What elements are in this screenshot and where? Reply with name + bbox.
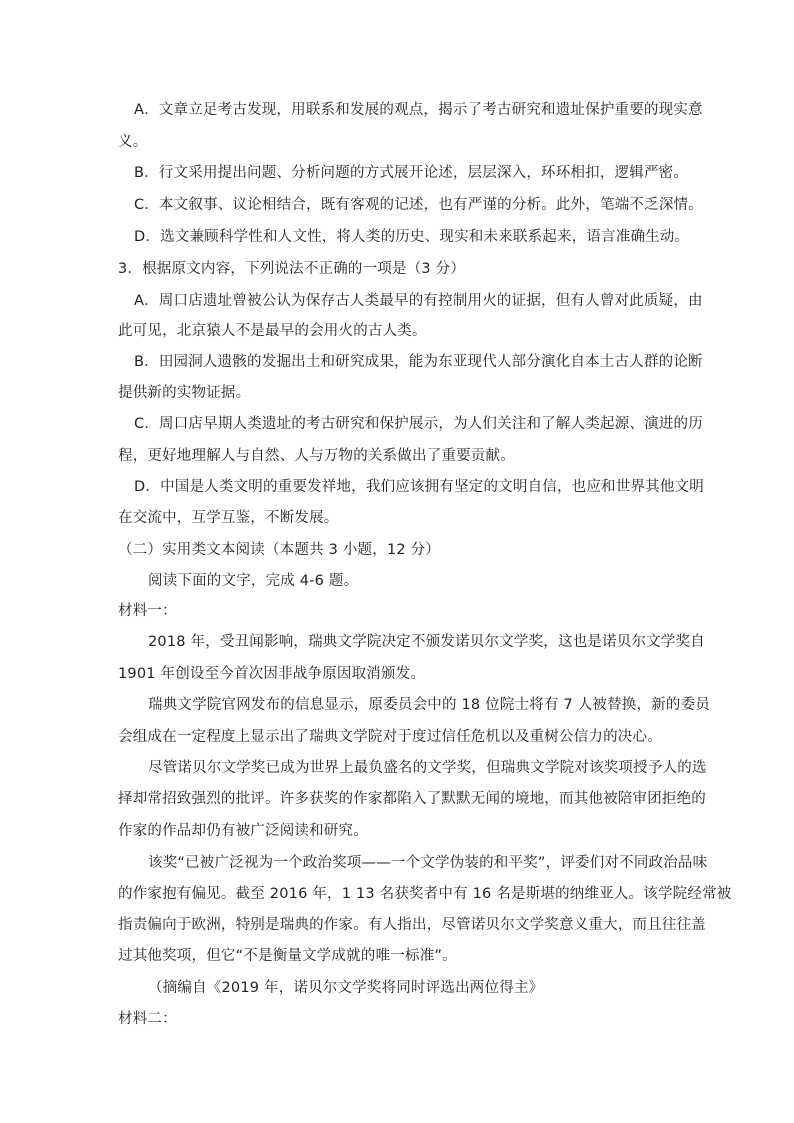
q3-option-b-line1: B．田园洞人遗骸的发掘出土和研究成果，能为东亚现代人部分演化自本土古人群的论断 [134, 354, 703, 370]
q3-option-c-line1: C．周口店早期人类遗址的考古研究和保护展示，为人们关注和了解人类起源、演进的历 [134, 416, 703, 432]
q3-stem: 3．根据原文内容，下列说法不正确的一项是（3 分） [118, 261, 466, 277]
q2-option-c: C．本文叙事、议论相结合，既有客观的记述，也有严谨的分析。此外，笔端不乏深情。 [134, 197, 703, 213]
material1-label: 材料一： [118, 603, 177, 619]
q3-option-b-line2: 提供新的实物证据。 [118, 385, 251, 401]
material2-label: 材料二： [118, 1011, 177, 1027]
q2-option-d: D．选文兼顾科学性和人文性，将人类的历史、现实和未来联系起来，语言准确生动。 [134, 229, 690, 245]
paragraph-line: 择却常招致强烈的批评。许多获奖的作家都陷入了默默无闻的境地，而其他被陪审团拒绝的 [118, 791, 706, 807]
q3-option-c-line2: 程，更好地理解人与自然、人与万物的关系做出了重要贡献。 [118, 448, 515, 464]
paragraph-line: 1901 年创设至今首次因非战争原因取消颁发。 [118, 666, 426, 682]
q3-option-d-line2: 在交流中，互学互鉴，不断发展。 [118, 510, 339, 526]
paragraph-line: 尽管诺贝尔文学奖已成为世界上最负盛名的文学奖，但瑞典文学院对该奖项授予人的选 [148, 760, 707, 776]
reading-instruction: 阅读下面的文字，完成 4-6 题。 [148, 573, 359, 589]
paragraph-line: 过其他奖项，但它“不是衡量文学成就的唯一标准”。 [118, 948, 457, 964]
q3-option-d-line1: D．中国是人类文明的重要发祥地，我们应该拥有坚定的文明自信，也应和世界其他文明 [134, 479, 704, 495]
q2-option-a-line2: 义。 [118, 134, 148, 150]
q2-option-a-line1: A．文章立足考古发现，用联系和发展的观点，揭示了考古研究和遗址保护重要的现实意 [134, 102, 703, 118]
paragraph-line: 作家的作品却仍有被广泛阅读和研究。 [118, 823, 368, 839]
paragraph-line: 的作家抱有偏见。截至 2016 年，1 13 名获奖者中有 16 名是斯堪的纳维亚人。该学院经常被 [118, 886, 732, 902]
q3-option-a-line1: A．周口店遗址曾被公认为保存古人类最早的有控制用火的证据，但有人曾对此质疑，由 [134, 293, 703, 309]
q3-option-a-line2: 此可见，北京猿人不是最早的会用火的古人类。 [118, 323, 427, 339]
paragraph-line: 2018 年，受丑闻影响，瑞典文学院决定不颁发诺贝尔文学奖，这也是诺贝尔文学奖自 [148, 634, 706, 650]
paragraph-line: 指责偏向于欧洲，特别是瑞典的作家。有人指出，尽管诺贝尔文学奖意义重大，而且往往盖 [118, 917, 706, 933]
paragraph-line: 瑞典文学院官网发布的信息显示，原委员会中的 18 位院士将有 7 人被替换，新的委员 [148, 697, 711, 713]
paragraph-line: 会组成在一定程度上显示出了瑞典文学院对于度过信任危机以及重树公信力的决心。 [118, 729, 662, 745]
q2-option-b: B．行文采用提出问题、分析问题的方式展开论述，层层深入，环环相扣，逻辑严密。 [134, 165, 689, 181]
source-citation: （摘编自《2019 年，诺贝尔文学奖将同时评选出两位得主》 [148, 980, 544, 996]
section-heading: （二）实用类文本阅读（本题共 3 小题，12 分） [118, 542, 441, 558]
paragraph-line: 该奖“已被广泛视为一个政治奖项——一个文学伪装的和平奖”，评委们对不同政治品味 [148, 855, 708, 871]
